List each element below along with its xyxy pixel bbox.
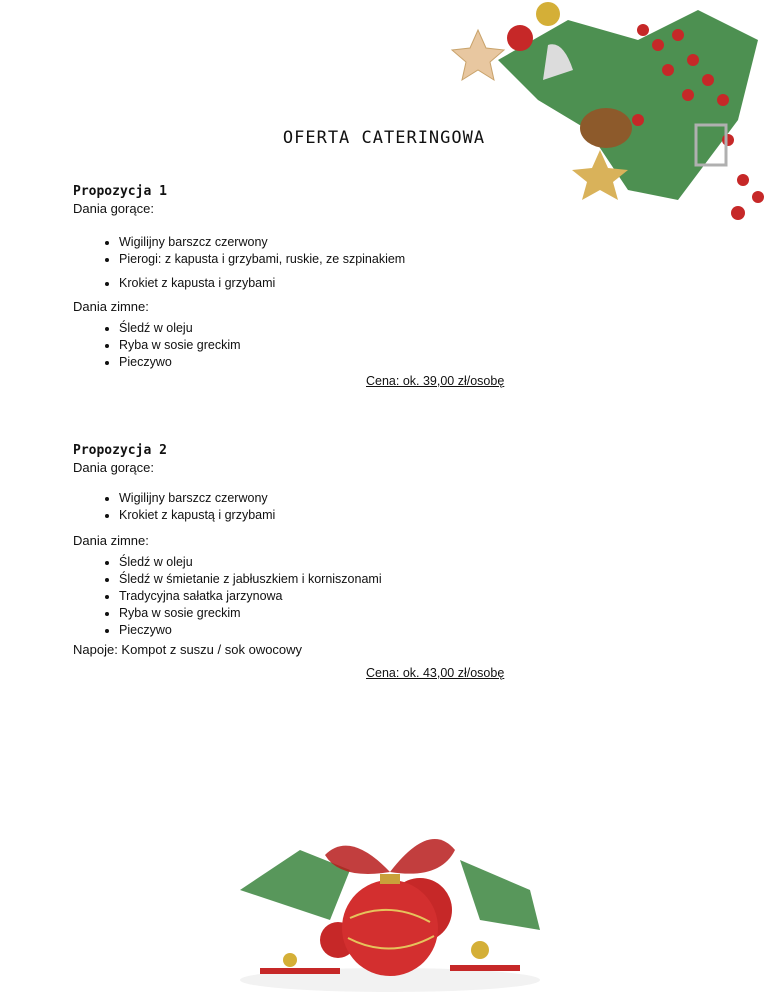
proposal-2-drinks: Napoje: Kompot z suszu / sok owocowy bbox=[73, 642, 303, 657]
list-item: • Ryba w sosie greckim bbox=[119, 605, 633, 622]
proposal-2-hot-label: Dania gorące: bbox=[73, 460, 154, 475]
list-item: • Śledź w śmietanie z jabłuszkiem i korniszonami bbox=[119, 571, 633, 588]
list-item: • Śledź w oleju bbox=[119, 320, 633, 337]
list-item: • Wigilijny barszcz czerwony bbox=[119, 490, 633, 507]
proposal-2-heading: Propozycja 2 bbox=[73, 443, 167, 458]
document-title: OFERTA CATERINGOWA bbox=[282, 128, 486, 148]
proposal-1 bbox=[73, 184, 633, 371]
list-item: • Pierogi: z kapusta i grzybami, ruskie, ze szpinakiem bbox=[119, 251, 633, 268]
proposal-2-cold-label: Dania zimne: bbox=[73, 533, 149, 548]
proposal-2-price: Cena: ok. 43,00 zł/osobę bbox=[366, 666, 505, 680]
proposal-1-price: Cena: ok. 39,00 zł/osobę bbox=[366, 374, 505, 388]
list-item: • Śledź w oleju bbox=[119, 554, 633, 571]
christmas-bauble-with-bow-icon bbox=[230, 810, 550, 994]
list-item: • Tradycyjna sałatka jarzynowa bbox=[119, 588, 633, 605]
list-item: • Krokiet z kapustą i grzybami bbox=[119, 507, 633, 524]
proposal-1-hot-label: Dania gorące: bbox=[73, 201, 154, 216]
list-item: • Ryba w sosie greckim bbox=[119, 337, 633, 354]
proposal-1-cold-list bbox=[73, 320, 633, 371]
proposal-1-hot-extra-list bbox=[73, 275, 633, 292]
proposal-2 bbox=[73, 443, 633, 658]
list-item: • Krokiet z kapusta i grzybami bbox=[119, 275, 633, 292]
proposal-1-cold-label: Dania zimne: bbox=[73, 299, 149, 314]
list-item: • Wigilijny barszcz czerwony bbox=[119, 234, 633, 251]
list-item: • Pieczywo bbox=[119, 622, 633, 639]
proposal-1-heading: Propozycja 1 bbox=[73, 184, 167, 199]
list-item: • Pieczywo bbox=[119, 354, 633, 371]
proposal-1-hot-list bbox=[73, 234, 633, 268]
proposal-2-hot-list bbox=[73, 490, 633, 524]
proposal-2-cold-list bbox=[73, 554, 633, 639]
